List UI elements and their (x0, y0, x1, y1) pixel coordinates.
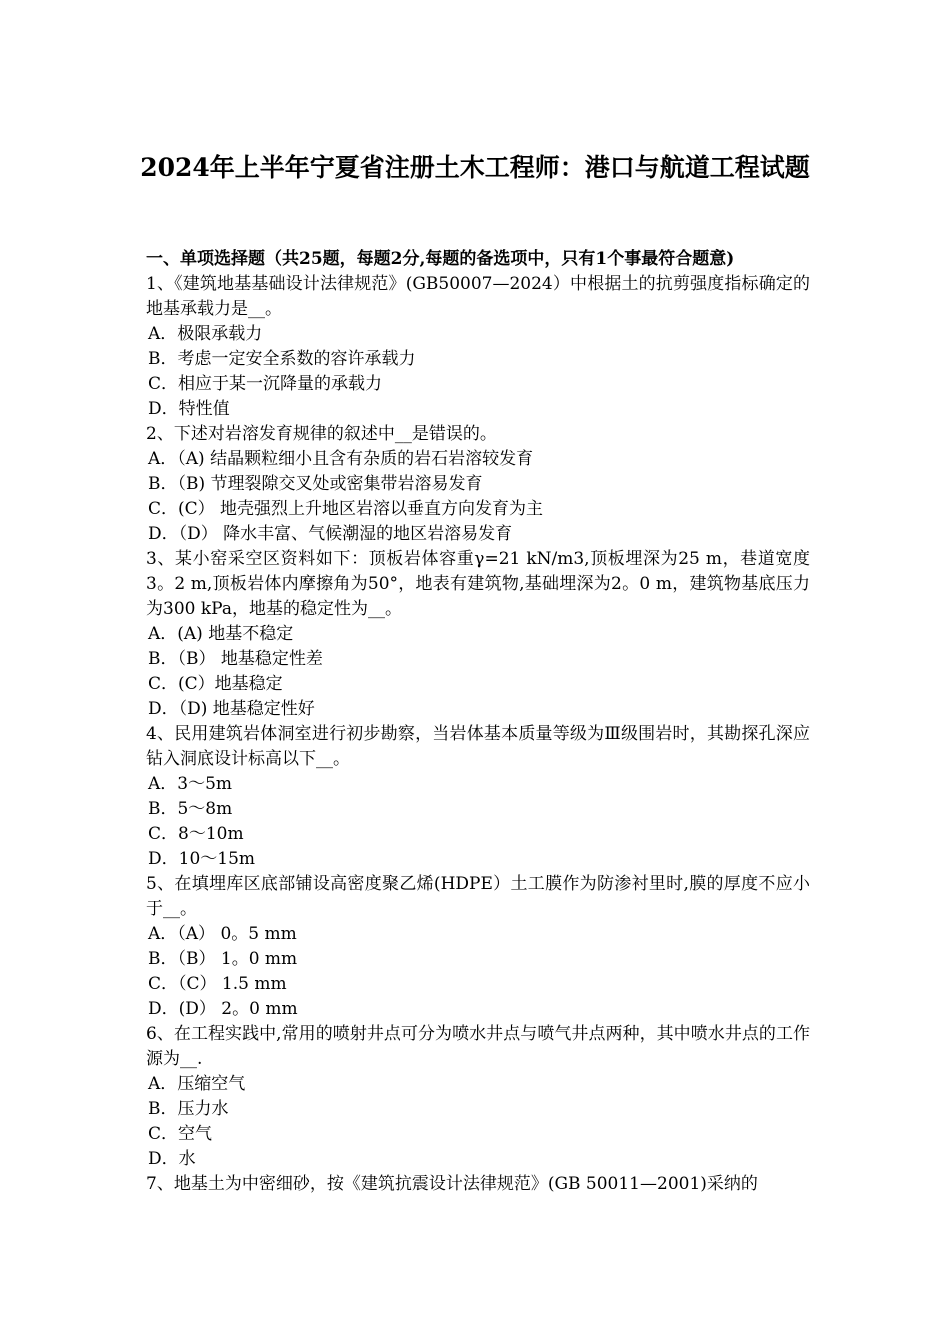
question-stem: 2、下述对岩溶发育规律的叙述中__是错误的。 (146, 424, 497, 444)
option-c: C．(C） 地壳强烈上升地区岩溶以垂直方向发育为主 (148, 499, 544, 519)
option-a: A．(A) 地基不稳定 (148, 624, 294, 644)
question-7 (146, 1172, 810, 1197)
option-list (146, 1072, 810, 1172)
question-stem: 6、在工程实践中,常用的喷射井点可分为喷水井点与喷气井点两种，其中喷水井点的工作源为__. (146, 1024, 810, 1069)
option-c: C．空气 (148, 1124, 213, 1144)
document-body (146, 247, 810, 1197)
option-a: A．（A) 结晶颗粒细小且含有杂质的岩石岩溶较发育 (148, 449, 534, 469)
option-list (146, 322, 810, 422)
question-5 (146, 872, 810, 1022)
option-a: A．极限承载力 (148, 324, 263, 344)
question-stem: 5、在填埋库区底部铺设高密度聚乙烯(HDPE）土工膜作为防渗衬里时,膜的厚度不应小于__。 (146, 874, 810, 919)
option-d: D．（D） 降水丰富、气候潮湿的地区岩溶易发育 (148, 524, 513, 544)
question-1 (146, 272, 810, 422)
option-list (146, 772, 810, 872)
option-a: A．（A） 0。5 mm (148, 924, 297, 944)
option-b: B．考虑一定安全系数的容许承载力 (148, 349, 416, 369)
document-title: 2024年上半年宁夏省注册土木工程师：港口与航道工程试题 (140, 153, 810, 182)
option-c: C．(C）地基稳定 (148, 674, 283, 694)
question-stem: 4、民用建筑岩体洞室进行初步勘察，当岩体基本质量等级为Ⅲ级围岩时，其勘探孔深应钻入洞底设计标高以下__。 (146, 724, 810, 769)
option-d: D．(D） 2。0 mm (148, 999, 298, 1019)
option-b: B．压力水 (148, 1099, 229, 1119)
question-stem: 1、《建筑地基基础设计法律规范》(GB50007—2024）中根据土的抗剪强度指标确定的地基承载力是__。 (146, 274, 810, 319)
option-c: C．相应于某一沉降量的承载力 (148, 374, 383, 394)
question-stem: 7、地基土为中密细砂，按《建筑抗震设计法律规范》(GB 50011—2001)采纳的 (146, 1174, 758, 1194)
option-d: D．水 (148, 1149, 196, 1169)
option-list (146, 922, 810, 1022)
question-3 (146, 547, 810, 722)
question-6 (146, 1022, 810, 1172)
option-d: D．特性值 (148, 399, 230, 419)
option-c: C．（C） 1.5 mm (148, 974, 287, 994)
question-stem: 3、某小窑采空区资料如下：顶板岩体容重γ=21 kN/m3,顶板埋深为25 m，巷道宽度3。2 m,顶板岩体内摩擦角为50°，地表有建筑物,基础埋深为2。0 m，建筑物基底压力为300 kPa，地基的稳定性为__。 (146, 549, 810, 619)
option-list (146, 447, 810, 547)
option-a: A．压缩空气 (148, 1074, 246, 1094)
option-b: B．5～8m (148, 799, 233, 819)
question-2 (146, 422, 810, 547)
option-list (146, 622, 810, 722)
question-4 (146, 722, 810, 872)
option-d: D．10～15m (148, 849, 256, 869)
option-d: D．（D) 地基稳定性好 (148, 699, 315, 719)
option-b: B．（B） 1。0 mm (148, 949, 298, 969)
option-c: C．8～10m (148, 824, 244, 844)
option-b: B．（B） 地基稳定性差 (148, 649, 323, 669)
section-heading: 一、单项选择题（共25题，每题2分,每题的备选项中，只有1个事最符合题意) (146, 249, 735, 269)
option-a: A．3～5m (148, 774, 233, 794)
option-b: B．（B) 节理裂隙交叉处或密集带岩溶易发育 (148, 474, 483, 494)
